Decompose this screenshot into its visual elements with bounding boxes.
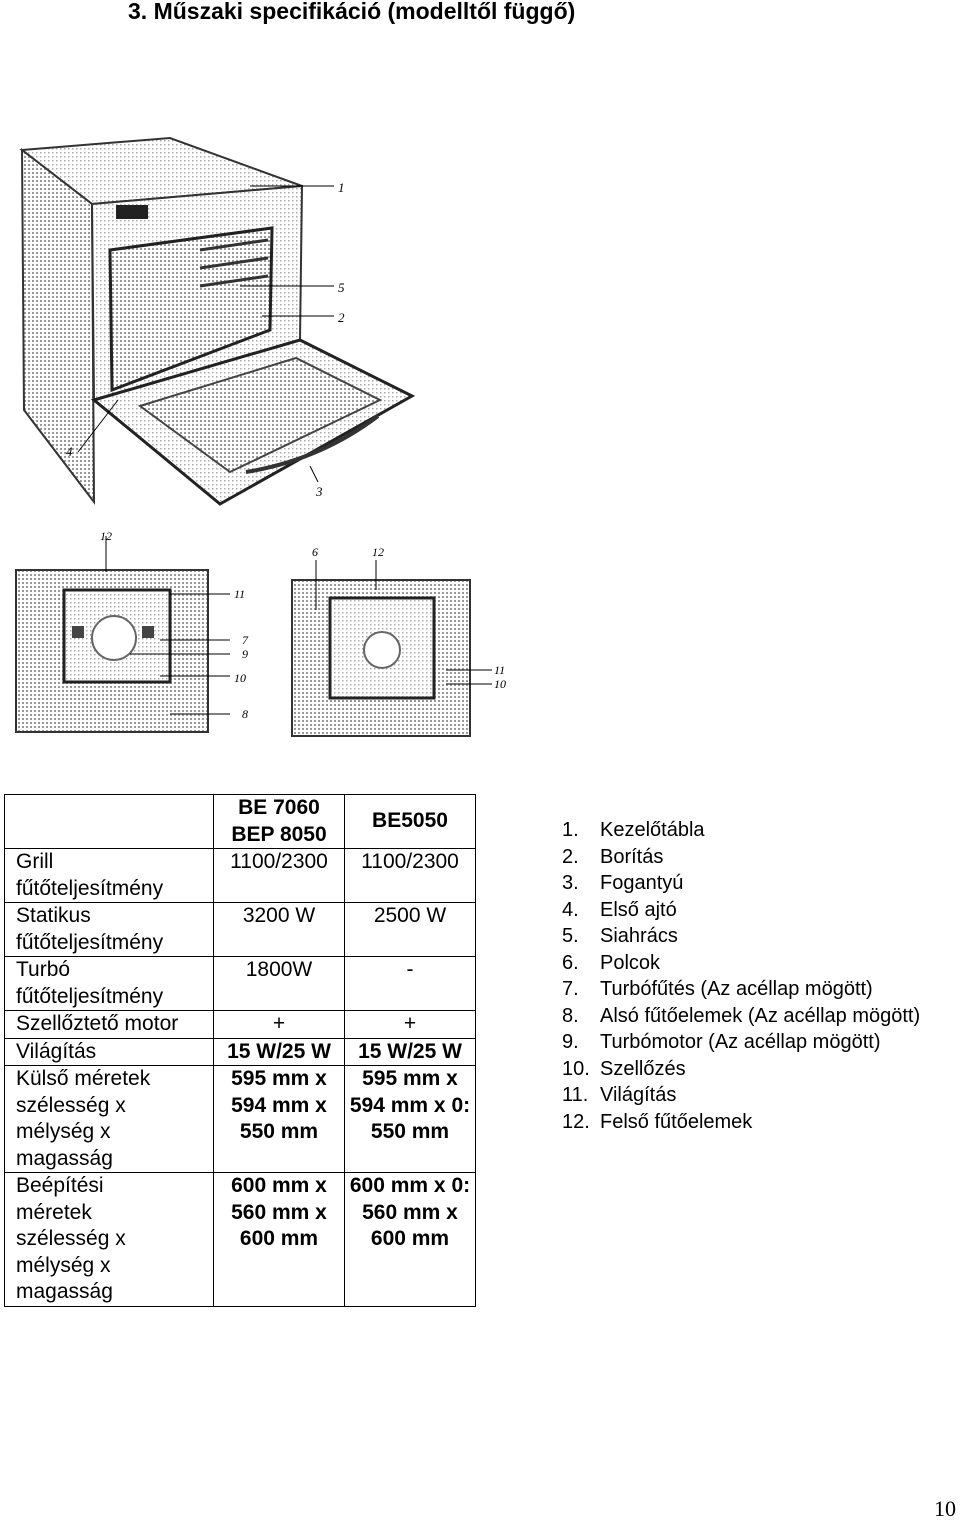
legend-text: Alsó fűtőelemek (Az acéllap mögött) xyxy=(600,1004,921,1027)
legend-number: 3. xyxy=(562,872,579,894)
callout-3: 3 xyxy=(316,484,323,499)
cell-value: 595 mm x 594 mm x 0: 550 mm xyxy=(345,1066,476,1173)
table-row xyxy=(5,1038,476,1066)
oven-illustration xyxy=(0,100,420,510)
row-label: Statikus fűtőteljesítmény xyxy=(5,903,214,957)
legend-item xyxy=(562,817,960,844)
callout-6: 6 xyxy=(312,545,318,559)
table-header-row xyxy=(5,795,476,849)
legend-text: Első ajtó xyxy=(600,898,677,921)
interior-drawing-left xyxy=(10,526,270,738)
legend-item xyxy=(562,1082,960,1109)
label-line: szélesség x xyxy=(16,1227,126,1250)
legend-text: Borítás xyxy=(600,845,664,868)
table-row xyxy=(5,1173,476,1307)
legend-text: Turbófűtés (Az acéllap mögött) xyxy=(600,978,873,1000)
cell-value: + xyxy=(214,1011,345,1039)
cell-value: 15 W/25 W xyxy=(345,1038,476,1066)
label-line xyxy=(16,1066,202,1093)
legend-text: Szellőzés xyxy=(600,1057,686,1080)
table-row xyxy=(5,1011,476,1039)
legend-item xyxy=(562,870,960,897)
callout-8: 8 xyxy=(242,707,248,721)
legend-number: 6. xyxy=(562,951,579,974)
label-line: magasság xyxy=(16,1146,113,1170)
label-text: Külső méretek xyxy=(16,1067,151,1090)
callout-12: 12 xyxy=(372,545,384,559)
legend-item xyxy=(562,844,960,871)
row-label: Szellőztető motor xyxy=(5,1011,214,1039)
legend-item xyxy=(562,923,960,950)
callout-2: 2 xyxy=(338,310,345,325)
page-title: 3. Műszaki specifikáció (modelltől függő) xyxy=(128,0,576,24)
cell-value: 1100/2300 xyxy=(345,849,476,903)
page-number: 10 xyxy=(934,1496,956,1521)
legend-number: 11. xyxy=(562,1084,589,1106)
callout-10: 10 xyxy=(494,677,506,691)
cell-value: 1100/2300 xyxy=(214,849,345,903)
cell-value: + xyxy=(345,1011,476,1039)
callout-4: 4 xyxy=(66,444,73,459)
legend-number: 4. xyxy=(562,898,579,921)
cell-value: 3200 W xyxy=(214,903,345,957)
cell-value: 595 mm x 594 mm x 550 mm xyxy=(214,1066,345,1173)
legend-number: 5. xyxy=(562,925,579,947)
legend-item xyxy=(562,1056,960,1083)
row-label: Turbó fűtőteljesítmény xyxy=(5,957,214,1011)
cell-value: 600 mm x 560 mm x 600 mm xyxy=(214,1173,345,1307)
header-model-2: BE5050 xyxy=(345,795,476,849)
legend-text: Felső fűtőelemek xyxy=(600,1110,753,1133)
legend-item xyxy=(562,897,960,924)
label-line: magasság xyxy=(16,1280,113,1303)
cell-value: 2500 W xyxy=(345,903,476,957)
callout-11: 11 xyxy=(234,587,246,601)
interior-view-right xyxy=(286,540,516,740)
cell-value: 15 W/25 W xyxy=(214,1038,345,1066)
cell-value: 600 mm x 0: 560 mm x 600 mm xyxy=(345,1173,476,1307)
legend-number: 2. xyxy=(562,845,579,868)
callout-10: 10 xyxy=(234,671,246,685)
legend-number: 12. xyxy=(562,1110,590,1133)
spec-table xyxy=(4,794,476,1307)
callout-12: 12 xyxy=(100,529,112,543)
callout-11: 11 xyxy=(494,663,506,677)
legend-item xyxy=(562,950,960,977)
legend-number: 10. xyxy=(562,1057,590,1080)
legend-item xyxy=(562,1003,960,1030)
callout-7: 7 xyxy=(242,633,248,647)
callout-9: 9 xyxy=(242,647,248,661)
interior-drawing-right xyxy=(286,540,516,740)
callout-1: 1 xyxy=(338,180,345,195)
legend-text: Fogantyú xyxy=(600,872,684,894)
cell-value: - xyxy=(345,957,476,1011)
header-model-1: BE 7060 BEP 8050 xyxy=(214,795,345,849)
legend-number: 9. xyxy=(562,1031,579,1053)
row-label: Világítás xyxy=(5,1038,214,1066)
legend-text: Siahrács xyxy=(600,925,678,947)
legend-item xyxy=(562,1109,960,1136)
label-line: mélység x xyxy=(16,1253,111,1277)
legend-text: Kezelőtábla xyxy=(600,819,705,841)
legend-item xyxy=(562,1029,960,1056)
oven-drawing xyxy=(0,100,420,510)
label-line: Beépítési xyxy=(16,1174,104,1197)
row-label xyxy=(5,1173,214,1307)
legend-item xyxy=(562,976,960,1003)
table-row xyxy=(5,1066,476,1173)
table-row xyxy=(5,849,476,903)
parts-legend xyxy=(562,817,960,1135)
label-line: mélység x xyxy=(16,1120,111,1143)
label-line: méretek xyxy=(16,1200,92,1224)
interior-view-left xyxy=(10,526,270,738)
legend-number: 7. xyxy=(562,978,579,1000)
header-blank-cell xyxy=(5,795,214,849)
row-label: Grill fűtőteljesítmény xyxy=(5,849,214,903)
table-row xyxy=(5,903,476,957)
row-label xyxy=(5,1066,214,1173)
label-line: szélesség x xyxy=(16,1093,126,1117)
legend-number: 1. xyxy=(562,819,579,841)
legend-text: Polcok xyxy=(600,951,661,974)
legend-number: 8. xyxy=(562,1004,579,1027)
legend-text: Turbómotor (Az acéllap mögött) xyxy=(600,1031,881,1053)
table-row xyxy=(5,957,476,1011)
legend-text: Világítás xyxy=(600,1084,677,1106)
callout-5: 5 xyxy=(338,280,345,295)
cell-value: 1800W xyxy=(214,957,345,1011)
